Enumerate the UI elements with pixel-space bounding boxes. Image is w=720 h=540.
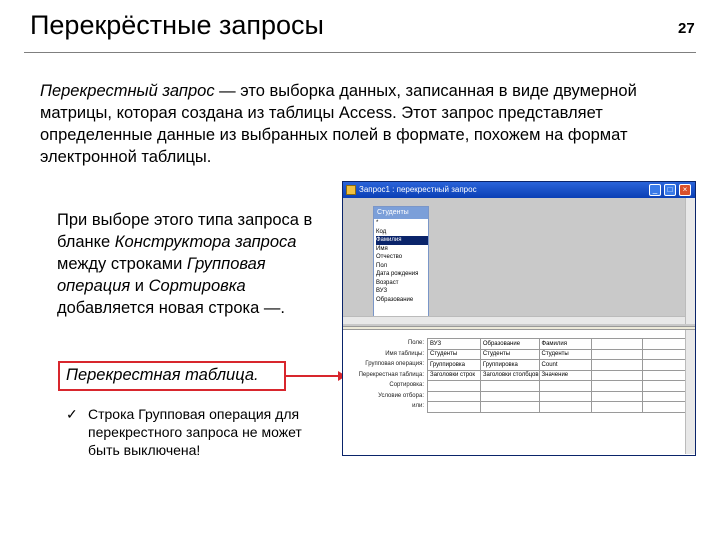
grid-cell[interactable]	[591, 391, 643, 402]
field-item[interactable]: Пол	[376, 262, 388, 269]
field-item[interactable]: *	[376, 220, 379, 226]
grid-row	[428, 402, 695, 413]
grid-cell[interactable]: Группировка	[428, 360, 481, 371]
grid-cell[interactable]: Фамилия	[539, 339, 591, 350]
table-pane	[343, 198, 695, 326]
close-button[interactable]: ×	[679, 184, 691, 196]
field-item[interactable]: Код	[376, 228, 387, 235]
callout-connector	[286, 375, 341, 377]
field-item[interactable]: Отчество	[376, 254, 403, 260]
slide-title: Перекрёстные запросы	[30, 10, 324, 40]
grid-cell[interactable]	[480, 402, 539, 413]
grid-cell[interactable]	[591, 360, 643, 371]
side-text-1: При выборе этого типа запроса в бланке	[57, 211, 313, 251]
side-text-7: добавляется новая строка —.	[57, 299, 285, 317]
side-paragraph	[57, 209, 317, 319]
grid-row	[428, 349, 695, 360]
field-item[interactable]: Возраст	[376, 279, 399, 286]
field-item[interactable]: Имя	[376, 245, 388, 252]
grid-cell[interactable]: Заголовки строк	[428, 370, 481, 381]
side-text-sort: Сортировка	[148, 277, 246, 295]
side-text-3: между строками	[57, 255, 187, 273]
side-text-5: и	[130, 277, 149, 295]
grid-cell[interactable]: Группировка	[480, 360, 539, 371]
window-titlebar[interactable]	[343, 182, 695, 198]
students-table-box[interactable]	[373, 206, 429, 320]
intro-text: — это выборка данных, записанная в виде двумерной матрицы, которая создана из таблицы Access. Этот запрос представляет определенные данные из выбранных полей в формате, похожем на формат электронной таблицы.	[40, 82, 637, 166]
grid-cell[interactable]	[591, 370, 643, 381]
checkmark-icon: ✓	[66, 406, 78, 422]
design-grid-pane	[343, 330, 695, 456]
maximize-button[interactable]: □	[664, 184, 676, 196]
grid-cell[interactable]	[539, 402, 591, 413]
note-text: Строка Групповая операция для перекрестного запроса не может быть выключена!	[88, 406, 302, 458]
intro-term: Перекрестный запрос	[40, 82, 215, 100]
page-number: 27	[678, 20, 695, 37]
grid-row	[428, 381, 695, 392]
grid-cell[interactable]	[539, 381, 591, 392]
grid-scrollbar[interactable]	[685, 330, 695, 454]
grid-cell[interactable]	[428, 391, 481, 402]
title-divider	[24, 52, 696, 53]
grid-cell[interactable]: Образование	[480, 339, 539, 350]
grid-row-label: Перекрестная таблица:	[358, 371, 424, 378]
grid-cell[interactable]: Заголовки столбцов	[480, 370, 539, 381]
field-list	[374, 219, 428, 304]
query-icon	[346, 185, 356, 195]
grid-cell[interactable]: ВУЗ	[428, 339, 481, 350]
grid-row-label: Условие отбора:	[378, 392, 424, 399]
side-text-constructor: Конструктора запроса	[114, 233, 297, 251]
grid-cell[interactable]	[539, 391, 591, 402]
grid-cell[interactable]	[428, 402, 481, 413]
field-item[interactable]: Фамилия	[376, 236, 428, 245]
grid-cell[interactable]	[591, 349, 643, 360]
intro-paragraph	[40, 80, 660, 168]
note	[66, 405, 306, 459]
grid-row-label: Поле:	[407, 340, 424, 346]
table-pane-scrollbar[interactable]	[685, 198, 695, 324]
grid-cell[interactable]	[480, 381, 539, 392]
grid-row-label: Имя таблицы:	[385, 350, 424, 357]
grid-row-labels	[343, 338, 427, 412]
field-item[interactable]: Дата рождения	[376, 271, 419, 277]
grid-cell[interactable]	[428, 381, 481, 392]
field-item[interactable]: ВУЗ	[376, 288, 388, 294]
grid-cell[interactable]	[591, 339, 643, 350]
table-pane-hscrollbar[interactable]	[343, 316, 685, 324]
grid-cell[interactable]: Count	[539, 360, 591, 371]
grid-row	[428, 360, 695, 371]
grid-cell[interactable]	[591, 402, 643, 413]
table-box-title: Студенты	[374, 207, 428, 219]
access-query-window	[342, 181, 696, 456]
side-text-group-operation: Групповая операция	[57, 255, 266, 295]
grid-row	[428, 370, 695, 381]
window-title: Запрос1 : перекрестный запрос	[359, 185, 477, 194]
grid-row-label: или:	[412, 403, 424, 409]
grid-row-label: Сортировка:	[389, 382, 424, 388]
grid-cell[interactable]: Студенты	[539, 349, 591, 360]
grid-row	[428, 339, 695, 350]
crosstab-callout: Перекрестная таблица.	[58, 361, 286, 391]
grid-row-label: Групповая операция:	[365, 361, 424, 367]
grid-row	[428, 391, 695, 402]
grid-cell[interactable]	[480, 391, 539, 402]
design-grid	[427, 338, 695, 413]
grid-cell[interactable]: Студенты	[428, 349, 481, 360]
grid-cell[interactable]	[591, 381, 643, 392]
minimize-button[interactable]: _	[649, 184, 661, 196]
field-item[interactable]: Образование	[376, 296, 414, 303]
grid-cell[interactable]: Студенты	[480, 349, 539, 360]
grid-cell[interactable]: Значение	[539, 370, 591, 381]
